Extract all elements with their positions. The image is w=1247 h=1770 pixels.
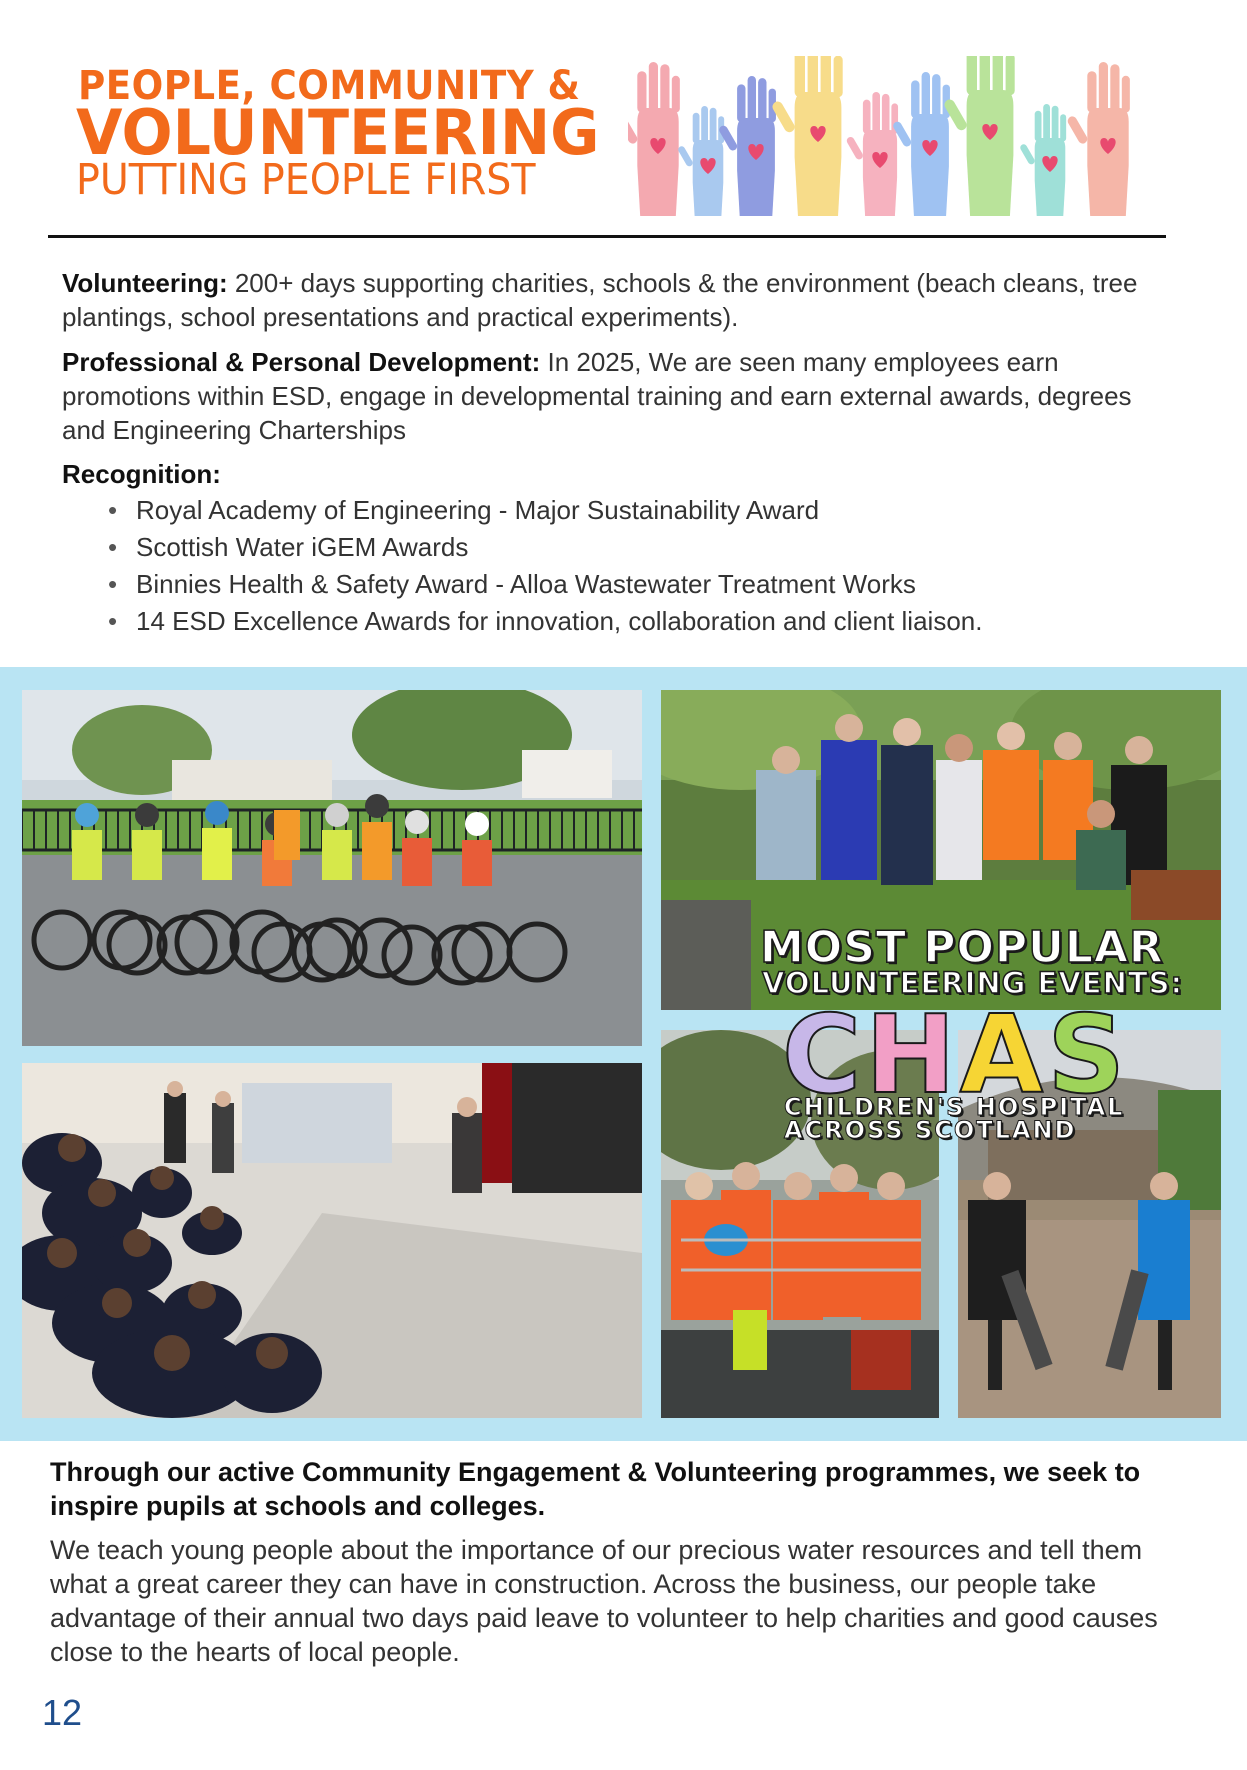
most-popular-heading: MOST POPULAR: [760, 922, 1164, 973]
closing-body: We teach young people about the importance of our precious water resources and tell them what a great career they can have in construction. Across the business, our people take advantage of their annual two days paid leave to volunteer to help charities and good causes close to the hearts of local people.: [50, 1535, 1158, 1667]
volunteering-label: Volunteering:: [62, 268, 228, 298]
header-divider: [48, 235, 1166, 238]
volunteering-text: 200+ days supporting charities, schools & the environment (beach cleans, tree plantings, school presentations and practical experiments).: [62, 268, 1138, 332]
recognition-list: [108, 492, 982, 640]
chas-letter-h: H: [865, 993, 960, 1118]
heading-subtitle: PUTTING PEOPLE FIRST: [76, 155, 536, 205]
development-paragraph: [62, 345, 1162, 447]
cycling-children-photo: [22, 690, 642, 1046]
development-label: Professional & Personal Development:: [62, 347, 541, 377]
volunteering-paragraph: [62, 266, 1162, 334]
chas-letter-a: A: [959, 993, 1048, 1118]
heading-line1: PEOPLE, COMMUNITY &: [78, 63, 581, 109]
chas-subtitle-line2: ACROSS SCOTLAND: [784, 1116, 1077, 1144]
list-item: • Binnies Health & Safety Award - Alloa Wastewater Treatment Works: [108, 566, 982, 603]
recognition-title: Recognition:: [62, 459, 221, 489]
list-item: • 14 ESD Excellence Awards for innovation, collaboration and client liaison.: [108, 603, 982, 640]
list-item: • Scottish Water iGEM Awards: [108, 529, 982, 566]
heading-line2: VOLUNTEERING: [76, 96, 600, 169]
school-presentation-photo: [22, 1063, 642, 1418]
chas-letter-s: S: [1047, 993, 1130, 1118]
raised-hands-illustration: [628, 56, 1158, 216]
page-number: 12: [42, 1692, 83, 1733]
development-text: In 2025, We are seen many employees earn promotions within ESD, engage in developmental training and earn external awards, degrees and Engineering Charterships: [62, 347, 1132, 445]
list-item: • Royal Academy of Engineering - Major Sustainability Award: [108, 492, 982, 529]
chas-letter-c: C: [782, 993, 866, 1118]
closing-lead: Through our active Community Engagement & Volunteering programmes, we seek to inspire pupils at schools and colleges.: [50, 1457, 1141, 1521]
volunteering-events-heading: VOLUNTEERING EVENTS:: [762, 966, 1184, 1000]
chas-subtitle-line1: CHILDREN'S HOSPITAL: [784, 1093, 1125, 1121]
